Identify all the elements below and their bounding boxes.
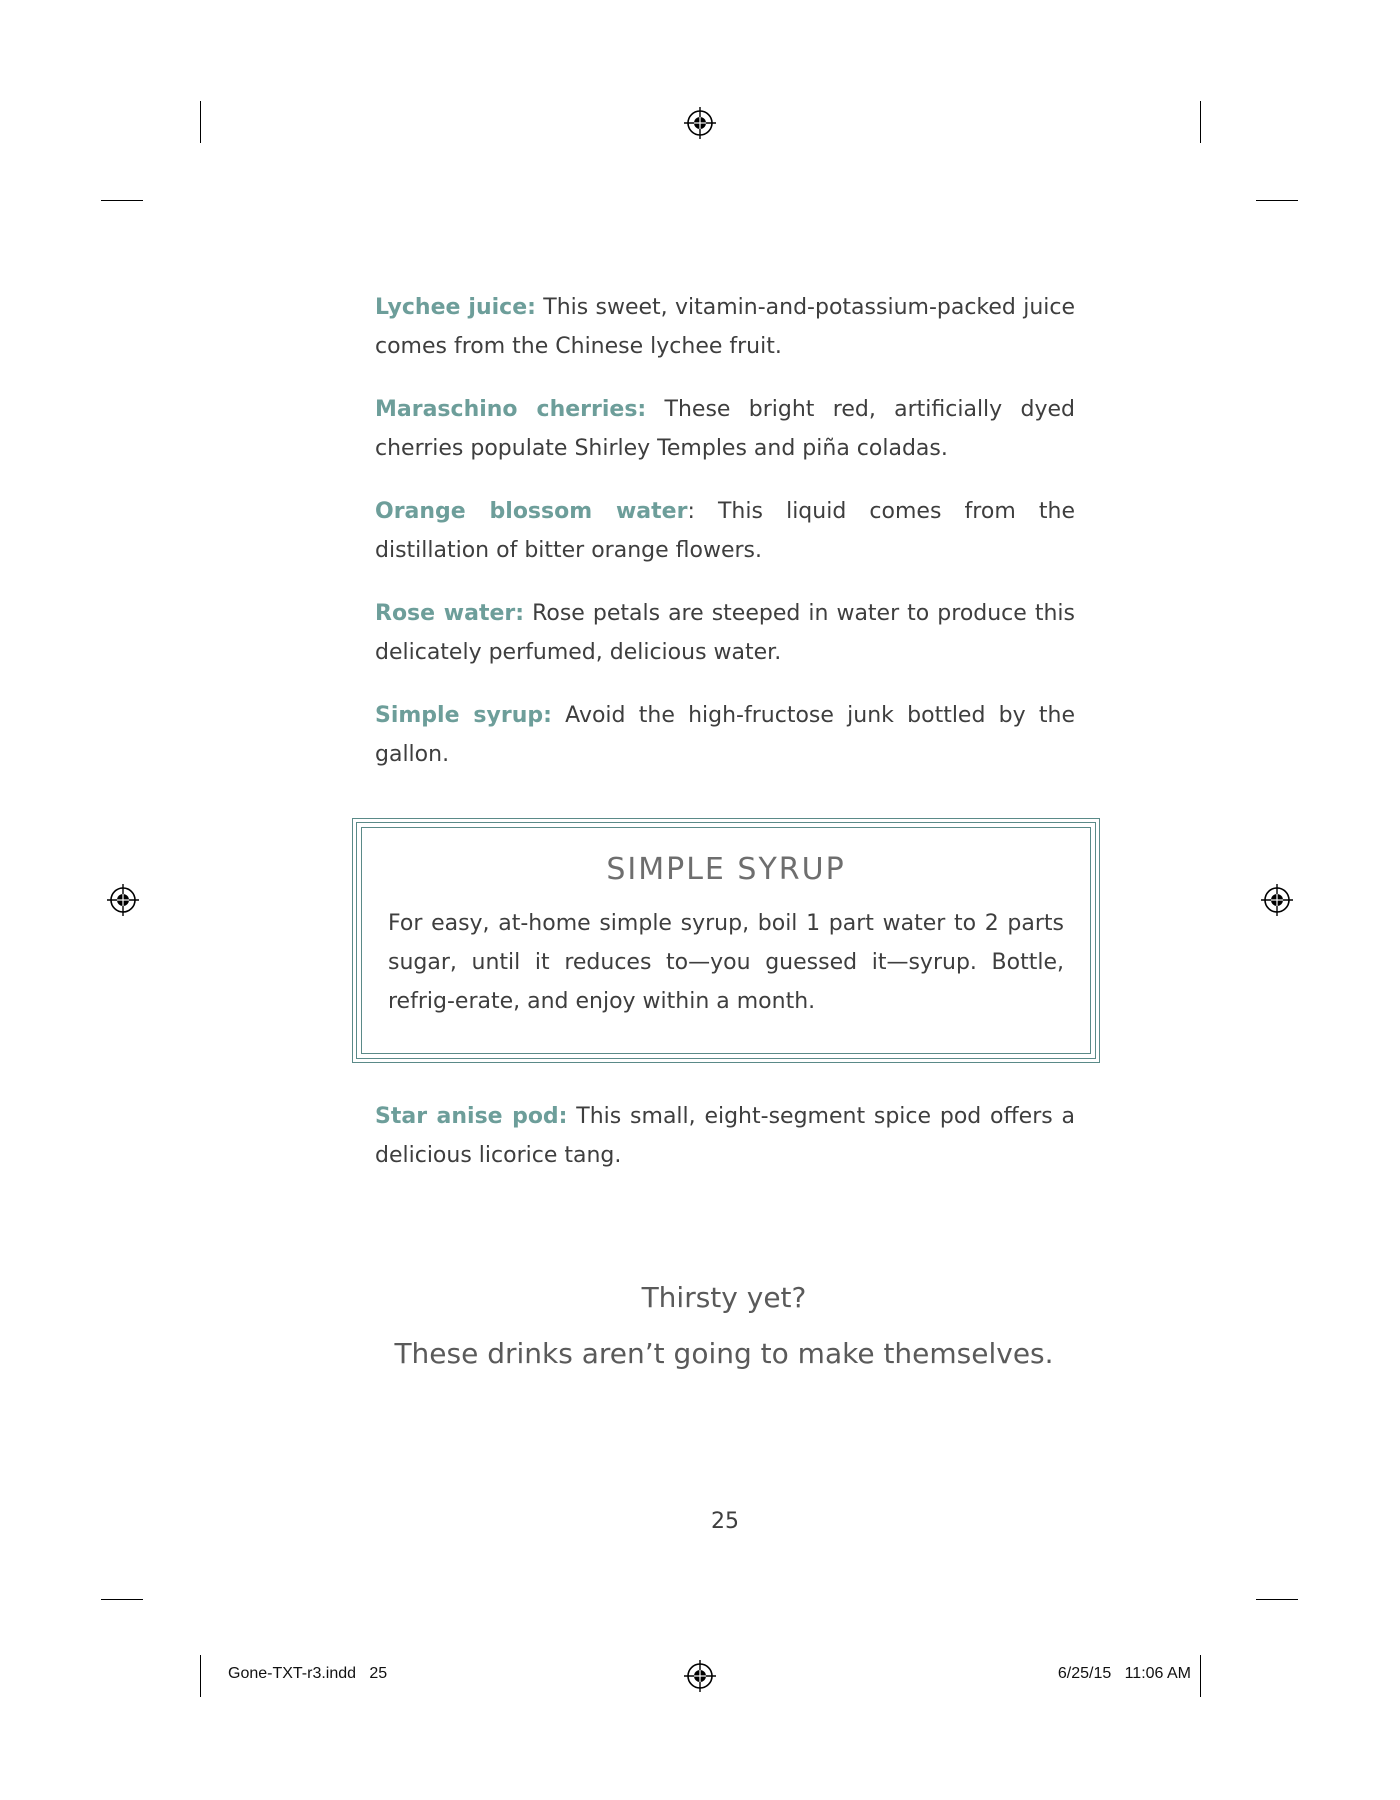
sidebar-body: For easy, at-home simple syrup, boil 1 part water to 2 parts sugar, until it reduces to—you guessed it—syrup. Bottle, refrig-erate, and enjoy within a month. [388,911,1064,1014]
glossary-entry-star-anise-pod [375,1097,1075,1175]
registration-mark-left [107,884,139,916]
glossary-definition: This small, eight-segment spice pod offers a delicious licorice tang. [375,1104,1075,1168]
sidebar-content [361,827,1091,1054]
glossary-definition: : This liquid comes from the distillation of bitter orange flowers. [375,499,1075,563]
glossary-entry-maraschino-cherries [375,390,1075,468]
glossary-term: Rose water: [375,601,525,626]
closing-line-1: Thirsty yet? [641,1281,807,1314]
page-number: 25 [711,1509,739,1534]
glossary-term: Star anise pod: [375,1104,568,1129]
crop-mark-bottom-right [1200,1655,1201,1697]
glossary-term: Orange blossom water [375,499,688,524]
crop-mark-right-bottom [1256,1599,1298,1600]
closing-line-2: These drinks aren’t going to make themselves. [394,1337,1054,1370]
glossary-definition: These bright red, artificially dyed cherries populate Shirley Temples and piña coladas. [375,397,1075,461]
glossary-entry-lychee-juice [375,288,1075,366]
crop-mark-left-bottom [101,1599,143,1600]
sidebar-box-simple-syrup [352,818,1100,1063]
crop-mark-left-top [101,200,143,201]
crop-mark-bottom-left [200,1655,201,1697]
sidebar-title: SIMPLE SYRUP [606,852,846,887]
glossary-list-continued [375,1097,1075,1199]
glossary-entry-orange-blossom-water [375,492,1075,570]
registration-mark-top [684,107,716,139]
slug-file-name: Gone-TXT-r3.indd 25 [228,1665,388,1682]
slug-timestamp: 6/25/15 11:06 AM [1057,1665,1191,1682]
registration-mark-right [1261,884,1293,916]
registration-mark-bottom [684,1660,716,1692]
glossary-list [375,288,1075,798]
sidebar-border-inner [356,822,1096,1059]
glossary-definition: This sweet, vitamin-and-potassium-packed juice comes from the Chinese lychee fruit. [375,295,1076,359]
glossary-term: Simple syrup: [375,703,552,728]
glossary-entry-simple-syrup [375,696,1075,774]
glossary-definition: Rose petals are steeped in water to produce this delicately perfumed, delicious water. [375,601,1075,665]
glossary-entry-rose-water [375,594,1075,672]
crop-mark-top-left [200,101,201,143]
crop-mark-right-top [1256,200,1298,201]
glossary-term: Maraschino cherries: [375,397,647,422]
glossary-definition: Avoid the high-fructose junk bottled by the gallon. [375,703,1076,767]
glossary-term: Lychee juice: [375,295,536,320]
crop-mark-top-right [1200,101,1201,143]
